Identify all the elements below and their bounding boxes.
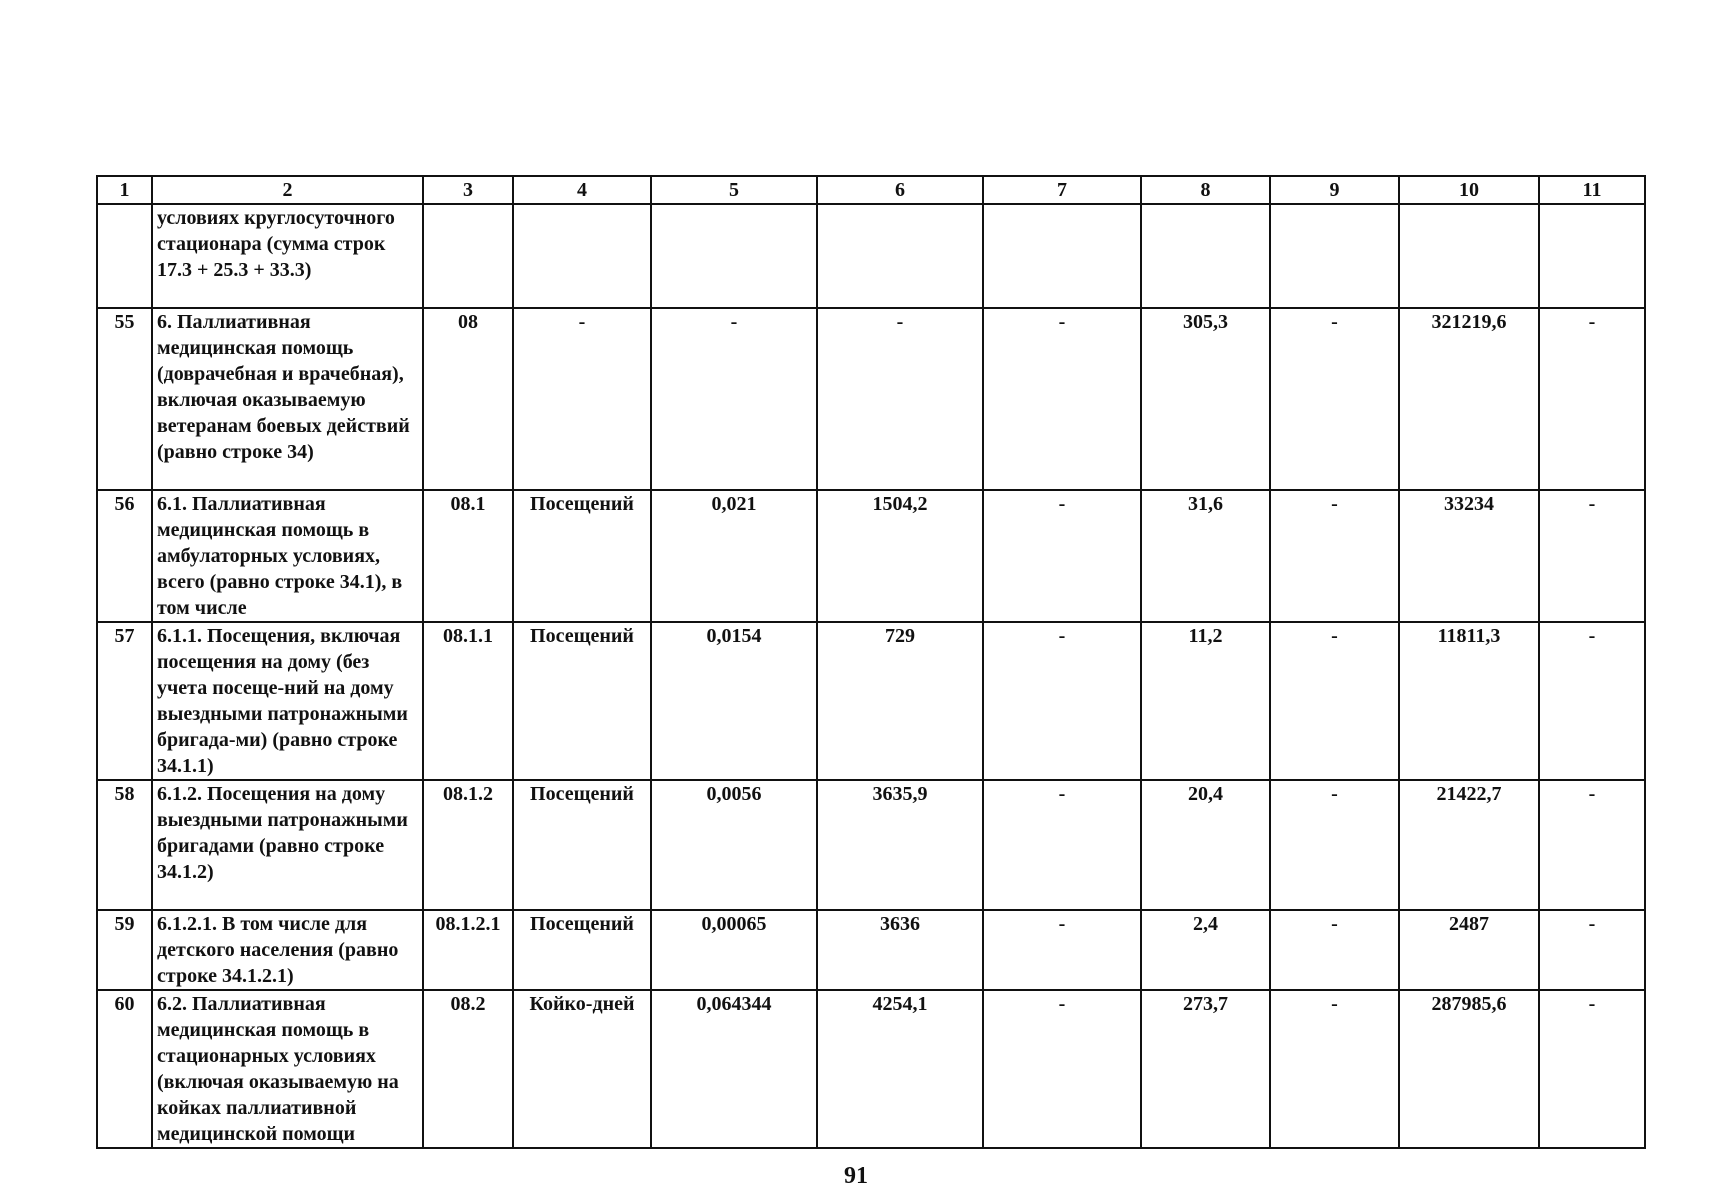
header-cell: 5: [651, 176, 817, 204]
value-cell: 11,2: [1141, 622, 1270, 780]
description-cell: 6.1.1. Посещения, включая посещения на дому (без учета посеще-ний на дому выездными патронажными бригада-ми) (равно строке 34.1.1): [152, 622, 423, 780]
value-cell: 3636: [817, 910, 983, 990]
value-cell: -: [1539, 490, 1645, 622]
value-cell: 0,0056: [651, 780, 817, 910]
value-cell: 0,021: [651, 490, 817, 622]
row-number-cell: 55: [97, 308, 152, 490]
value-cell: [1399, 204, 1539, 308]
row-number-cell: 58: [97, 780, 152, 910]
header-cell: 11: [1539, 176, 1645, 204]
value-cell: 4254,1: [817, 990, 983, 1148]
table-row: [97, 910, 1645, 990]
table-row: [97, 308, 1645, 490]
unit-cell: [513, 204, 651, 308]
code-cell: 08.2: [423, 990, 513, 1148]
header-cell: 6: [817, 176, 983, 204]
value-cell: [817, 204, 983, 308]
value-cell: 0,0154: [651, 622, 817, 780]
value-cell: -: [1539, 910, 1645, 990]
value-cell: -: [1270, 308, 1399, 490]
value-cell: 0,00065: [651, 910, 817, 990]
value-cell: -: [1539, 308, 1645, 490]
value-cell: -: [817, 308, 983, 490]
value-cell: -: [1270, 622, 1399, 780]
value-cell: -: [983, 490, 1141, 622]
value-cell: [983, 204, 1141, 308]
table-row: [97, 780, 1645, 910]
table-header-row: [97, 176, 1645, 204]
value-cell: -: [1270, 780, 1399, 910]
data-table: [96, 175, 1646, 1149]
header-cell: 2: [152, 176, 423, 204]
value-cell: 3635,9: [817, 780, 983, 910]
row-number-cell: 56: [97, 490, 152, 622]
row-number-cell: [97, 204, 152, 308]
description-cell: 6.2. Паллиативная медицинская помощь в стационарных условиях (включая оказываемую на койках паллиативной медицинской помощи: [152, 990, 423, 1148]
header-cell: 10: [1399, 176, 1539, 204]
code-cell: [423, 204, 513, 308]
value-cell: -: [1270, 910, 1399, 990]
unit-cell: Посещений: [513, 490, 651, 622]
row-number-cell: 59: [97, 910, 152, 990]
description-cell: 6.1. Паллиативная медицинская помощь в амбулаторных условиях, всего (равно строке 34.1), в том числе: [152, 490, 423, 622]
table-row: [97, 204, 1645, 308]
value-cell: -: [983, 622, 1141, 780]
value-cell: 0,064344: [651, 990, 817, 1148]
unit-cell: -: [513, 308, 651, 490]
description-cell: условиях круглосуточного стационара (сумма строк 17.3 + 25.3 + 33.3): [152, 204, 423, 308]
value-cell: 287985,6: [1399, 990, 1539, 1148]
unit-cell: Посещений: [513, 780, 651, 910]
value-cell: 33234: [1399, 490, 1539, 622]
code-cell: 08.1.2.1: [423, 910, 513, 990]
value-cell: -: [1539, 780, 1645, 910]
description-cell: 6. Паллиативная медицинская помощь (доврачебная и врачебная), включая оказываемую ветеранам боевых действий (равно строке 34): [152, 308, 423, 490]
value-cell: 2487: [1399, 910, 1539, 990]
value-cell: 21422,7: [1399, 780, 1539, 910]
value-cell: 273,7: [1141, 990, 1270, 1148]
value-cell: -: [1539, 622, 1645, 780]
table-row: [97, 622, 1645, 780]
value-cell: [1270, 204, 1399, 308]
value-cell: 321219,6: [1399, 308, 1539, 490]
value-cell: 1504,2: [817, 490, 983, 622]
table-row: [97, 990, 1645, 1148]
unit-cell: Койко-дней: [513, 990, 651, 1148]
value-cell: [651, 204, 817, 308]
value-cell: [1539, 204, 1645, 308]
value-cell: [1141, 204, 1270, 308]
header-cell: 8: [1141, 176, 1270, 204]
code-cell: 08: [423, 308, 513, 490]
value-cell: 31,6: [1141, 490, 1270, 622]
header-cell: 9: [1270, 176, 1399, 204]
value-cell: 2,4: [1141, 910, 1270, 990]
value-cell: -: [651, 308, 817, 490]
value-cell: -: [983, 308, 1141, 490]
code-cell: 08.1.1: [423, 622, 513, 780]
table-row: [97, 490, 1645, 622]
unit-cell: Посещений: [513, 622, 651, 780]
description-cell: 6.1.2.1. В том числе для детского населения (равно строке 34.1.2.1): [152, 910, 423, 990]
header-cell: 7: [983, 176, 1141, 204]
value-cell: -: [1539, 990, 1645, 1148]
header-cell: 3: [423, 176, 513, 204]
row-number-cell: 57: [97, 622, 152, 780]
value-cell: -: [983, 990, 1141, 1148]
header-cell: 4: [513, 176, 651, 204]
page-number: 91: [844, 1163, 868, 1189]
value-cell: -: [983, 780, 1141, 910]
value-cell: 729: [817, 622, 983, 780]
description-cell: 6.1.2. Посещения на дому выездными патронажными бригадами (равно строке 34.1.2): [152, 780, 423, 910]
unit-cell: Посещений: [513, 910, 651, 990]
code-cell: 08.1: [423, 490, 513, 622]
value-cell: 20,4: [1141, 780, 1270, 910]
value-cell: 305,3: [1141, 308, 1270, 490]
value-cell: -: [1270, 490, 1399, 622]
code-cell: 08.1.2: [423, 780, 513, 910]
value-cell: -: [1270, 990, 1399, 1148]
value-cell: -: [983, 910, 1141, 990]
row-number-cell: 60: [97, 990, 152, 1148]
value-cell: 11811,3: [1399, 622, 1539, 780]
header-cell: 1: [97, 176, 152, 204]
